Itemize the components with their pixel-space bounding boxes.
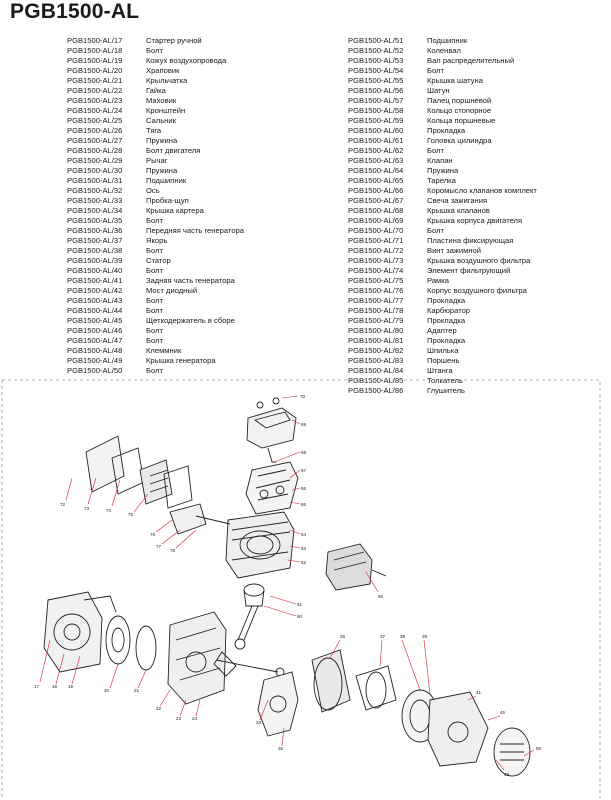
part-code: PGB1500-AL/24 <box>67 106 123 115</box>
part-name: Болт <box>146 306 163 315</box>
part-name: Адаптер <box>427 326 457 335</box>
part-name: Мост диодный <box>146 286 198 295</box>
part-code: PGB1500-AL/72 <box>348 246 404 255</box>
part-name: Прокладка <box>427 296 466 305</box>
part-name: Пружина <box>146 136 178 145</box>
part-code: PGB1500-AL/34 <box>67 206 123 215</box>
part-name: Пружина <box>427 166 459 175</box>
part-code: PGB1500-AL/70 <box>348 226 404 235</box>
part-name: Сальник <box>146 116 176 125</box>
callout-72: 72 <box>60 502 66 507</box>
part-code: PGB1500-AL/69 <box>348 216 404 225</box>
part-row <box>348 266 537 276</box>
part-row <box>67 246 244 256</box>
part-row <box>67 266 244 276</box>
part-name: Прокладка <box>427 316 466 325</box>
callout-24: 24 <box>192 716 198 721</box>
part-row <box>67 196 244 206</box>
part-code: PGB1500-AL/36 <box>67 226 123 235</box>
part-code: PGB1500-AL/32 <box>67 186 123 195</box>
part-code: PGB1500-AL/48 <box>67 346 123 355</box>
part-row <box>348 166 537 176</box>
part-name: Болт <box>146 246 163 255</box>
part-row <box>348 196 537 206</box>
part-row <box>348 326 537 336</box>
part-name: Подшипник <box>427 36 468 45</box>
part-name: Винт зажимной <box>427 246 481 255</box>
part-row <box>348 126 537 136</box>
parts-list-left <box>67 36 244 376</box>
part-name: Элемент фильтрующий <box>427 266 511 275</box>
part-name: Болт <box>146 46 163 55</box>
part-name: Болт <box>146 366 163 375</box>
part-row <box>348 116 537 126</box>
part-code: PGB1500-AL/81 <box>348 336 404 345</box>
part-code: PGB1500-AL/71 <box>348 236 404 245</box>
part-row <box>348 236 537 246</box>
part-name: Свеча зажигания <box>427 196 488 205</box>
part-row <box>67 326 244 336</box>
part-code: PGB1500-AL/77 <box>348 296 404 305</box>
callout-22: 22 <box>156 706 162 711</box>
callout-66: 66 <box>301 486 307 491</box>
part-code: PGB1500-AL/21 <box>67 76 123 85</box>
part-name: Болт <box>146 336 163 345</box>
part-code: PGB1500-AL/39 <box>67 256 123 265</box>
part-row <box>67 46 244 56</box>
part-code: PGB1500-AL/80 <box>348 326 404 335</box>
part-code: PGB1500-AL/20 <box>67 66 123 75</box>
part-name: Крышка генератора <box>146 356 216 365</box>
part-row <box>67 86 244 96</box>
callout-67: 67 <box>301 468 307 473</box>
part-code: PGB1500-AL/55 <box>348 76 404 85</box>
carburetor-drawing <box>170 504 230 534</box>
part-name: Вал распределительный <box>427 56 515 65</box>
part-code: PGB1500-AL/40 <box>67 266 123 275</box>
part-code: PGB1500-AL/49 <box>67 356 123 365</box>
part-name: Поршень <box>427 356 460 365</box>
part-name: Пружина <box>146 166 178 175</box>
part-code: PGB1500-AL/56 <box>348 86 404 95</box>
part-row <box>67 106 244 116</box>
cylinder-block-drawing <box>226 512 294 578</box>
part-name: Маховик <box>146 96 177 105</box>
part-row <box>348 186 537 196</box>
part-row <box>67 336 244 346</box>
part-code: PGB1500-AL/17 <box>67 36 123 45</box>
part-code: PGB1500-AL/54 <box>348 66 404 75</box>
part-row <box>67 366 244 376</box>
part-code: PGB1500-AL/85 <box>348 376 404 385</box>
part-name: Кольца поршневые <box>427 116 496 125</box>
part-name: Кольцо стопорное <box>427 106 492 115</box>
part-row <box>67 126 244 136</box>
part-row <box>67 56 244 66</box>
callout-49: 49 <box>504 772 510 777</box>
callout-45: 45 <box>500 710 506 715</box>
crankcase-drawing <box>168 612 226 704</box>
part-name: Головка цилиндра <box>427 136 492 145</box>
part-name: Болт <box>427 226 444 235</box>
part-code: PGB1500-AL/57 <box>348 96 404 105</box>
part-code: PGB1500-AL/41 <box>67 276 123 285</box>
part-name: Палец поршневой <box>427 96 492 105</box>
part-name: Подшипник <box>146 176 187 185</box>
part-name: Рычаг <box>146 156 168 165</box>
part-row <box>348 246 537 256</box>
part-row <box>348 336 537 346</box>
parts-list-right <box>348 36 537 396</box>
part-code: PGB1500-AL/62 <box>348 146 404 155</box>
callout-61: 61 <box>297 602 303 607</box>
part-row <box>348 216 537 226</box>
part-row <box>67 296 244 306</box>
part-name: Толкатель <box>427 376 463 385</box>
part-code: PGB1500-AL/84 <box>348 366 404 375</box>
cylinder-head-drawing <box>246 462 298 514</box>
part-row <box>348 156 537 166</box>
part-name: Щеткодержатель в сборе <box>146 316 235 325</box>
part-row <box>67 216 244 226</box>
callout-34: 34 <box>256 720 262 725</box>
part-row <box>67 256 244 266</box>
part-row <box>348 256 537 266</box>
part-name: Болт <box>146 216 163 225</box>
part-code: PGB1500-AL/23 <box>67 96 123 105</box>
part-row <box>67 96 244 106</box>
part-name: Крыльчатка <box>146 76 188 85</box>
part-code: PGB1500-AL/43 <box>67 296 123 305</box>
part-row <box>67 186 244 196</box>
part-row <box>348 226 537 236</box>
part-code: PGB1500-AL/33 <box>67 196 123 205</box>
page-title: PGB1500-AL <box>10 0 140 23</box>
callout-41: 41 <box>476 690 482 695</box>
part-name: Коромысло клапанов комплект <box>427 186 537 195</box>
part-row <box>348 366 537 376</box>
part-row <box>67 36 244 46</box>
part-code: PGB1500-AL/30 <box>67 166 123 175</box>
callout-69: 69 <box>301 422 307 427</box>
part-row <box>67 346 244 356</box>
part-name: Стартер ручной <box>146 36 202 45</box>
part-row <box>67 206 244 216</box>
part-row <box>348 146 537 156</box>
part-row <box>348 106 537 116</box>
part-code: PGB1500-AL/83 <box>348 356 404 365</box>
part-row <box>348 176 537 186</box>
part-name: Гайка <box>146 86 166 95</box>
part-name: Болт <box>427 146 444 155</box>
part-name: Передняя часть генератора <box>146 226 245 235</box>
callout-73: 73 <box>84 506 90 511</box>
part-code: PGB1500-AL/18 <box>67 46 123 55</box>
part-code: PGB1500-AL/68 <box>348 206 404 215</box>
part-name: Храповик <box>146 66 180 75</box>
part-code: PGB1500-AL/66 <box>348 186 404 195</box>
part-row <box>348 46 537 56</box>
part-row <box>348 316 537 326</box>
part-row <box>348 136 537 146</box>
piston-drawing <box>235 584 264 649</box>
part-code: PGB1500-AL/59 <box>348 116 404 125</box>
part-code: PGB1500-AL/73 <box>348 256 404 265</box>
part-row <box>348 346 537 356</box>
callout-50: 50 <box>536 746 542 751</box>
part-code: PGB1500-AL/76 <box>348 286 404 295</box>
part-name: Болт <box>146 296 163 305</box>
part-row <box>67 116 244 126</box>
recoil-starter-drawing <box>44 592 116 672</box>
part-row <box>67 226 244 236</box>
part-row <box>348 56 537 66</box>
part-name: Кожух воздухопровода <box>146 56 227 65</box>
callout-77: 77 <box>156 544 162 549</box>
part-name: Крышка шатуна <box>427 76 483 85</box>
part-name: Глушитель <box>427 386 465 395</box>
part-row <box>348 306 537 316</box>
callout-70: 70 <box>300 394 306 399</box>
part-name: Тарелка <box>427 176 456 185</box>
part-code: PGB1500-AL/37 <box>67 236 123 245</box>
part-code: PGB1500-AL/47 <box>67 336 123 345</box>
callout-18: 18 <box>52 684 58 689</box>
callout-78: 78 <box>170 548 176 553</box>
rotor-drawing <box>356 666 396 710</box>
part-name: Клапан <box>427 156 453 165</box>
part-code: PGB1500-AL/22 <box>67 86 123 95</box>
callout-60: 60 <box>297 614 303 619</box>
part-name: Коленвал <box>427 46 461 55</box>
part-name: Пластина фиксирующая <box>427 236 514 245</box>
part-code: PGB1500-AL/78 <box>348 306 404 315</box>
part-name: Штанга <box>427 366 453 375</box>
callout-86: 86 <box>378 594 384 599</box>
part-name: Крышка клапанов <box>427 206 490 215</box>
part-name: Задняя часть генератора <box>146 276 235 285</box>
part-code: PGB1500-AL/53 <box>348 56 404 65</box>
part-name: Прокладка <box>427 126 466 135</box>
part-row <box>348 296 537 306</box>
part-code: PGB1500-AL/50 <box>67 366 123 375</box>
callout-75: 75 <box>128 512 134 517</box>
part-code: PGB1500-AL/63 <box>348 156 404 165</box>
part-code: PGB1500-AL/38 <box>67 246 123 255</box>
part-code: PGB1500-AL/51 <box>348 36 404 45</box>
part-name: Крышка корпуса двигателя <box>427 216 523 225</box>
callout-21: 21 <box>134 688 140 693</box>
part-row <box>348 96 537 106</box>
part-name: Крышка картера <box>146 206 204 215</box>
part-name: Рамка <box>427 276 449 285</box>
part-code: PGB1500-AL/82 <box>348 346 404 355</box>
part-code: PGB1500-AL/35 <box>67 216 123 225</box>
part-code: PGB1500-AL/60 <box>348 126 404 135</box>
part-code: PGB1500-AL/79 <box>348 316 404 325</box>
part-code: PGB1500-AL/44 <box>67 306 123 315</box>
part-row <box>348 86 537 96</box>
part-row <box>67 76 244 86</box>
generator-rear-drawing <box>428 692 488 766</box>
part-code: PGB1500-AL/67 <box>348 196 404 205</box>
part-code: PGB1500-AL/26 <box>67 126 123 135</box>
part-row <box>67 166 244 176</box>
part-row <box>67 66 244 76</box>
part-row <box>67 306 244 316</box>
part-name: Клеммник <box>146 346 182 355</box>
part-row <box>348 66 537 76</box>
part-name: Карбюратор <box>427 306 471 315</box>
callout-23: 23 <box>176 716 182 721</box>
callout-17: 17 <box>34 684 40 689</box>
part-code: PGB1500-AL/19 <box>67 56 123 65</box>
part-code: PGB1500-AL/58 <box>348 106 404 115</box>
part-row <box>67 276 244 286</box>
part-row <box>348 356 537 366</box>
part-row <box>67 236 244 246</box>
callout-74: 74 <box>106 508 112 513</box>
part-code: PGB1500-AL/29 <box>67 156 123 165</box>
part-name: Кронштейн <box>146 106 186 115</box>
part-code: PGB1500-AL/74 <box>348 266 404 275</box>
callout-76: 76 <box>150 532 156 537</box>
part-row <box>67 156 244 166</box>
part-code: PGB1500-AL/25 <box>67 116 123 125</box>
part-row <box>67 136 244 146</box>
part-code: PGB1500-AL/45 <box>67 316 123 325</box>
callout-35: 35 <box>278 746 284 751</box>
part-name: Болт <box>146 266 163 275</box>
callout-20: 20 <box>104 688 110 693</box>
part-row <box>348 76 537 86</box>
part-code: PGB1500-AL/42 <box>67 286 123 295</box>
callout-64: 64 <box>301 532 307 537</box>
part-name: Болт <box>427 66 444 75</box>
callout-37: 37 <box>380 634 386 639</box>
part-name: Болт <box>146 326 163 335</box>
part-code: PGB1500-AL/27 <box>67 136 123 145</box>
part-row <box>348 206 537 216</box>
part-code: PGB1500-AL/64 <box>348 166 404 175</box>
callout-62: 62 <box>301 560 307 565</box>
part-name: Прокладка <box>427 336 466 345</box>
part-code: PGB1500-AL/61 <box>348 136 404 145</box>
part-name: Тяга <box>146 126 162 135</box>
generator-front-drawing <box>312 650 350 712</box>
callout-19: 19 <box>68 684 74 689</box>
end-cover-drawing <box>494 728 530 776</box>
part-code: PGB1500-AL/86 <box>348 386 404 395</box>
part-row <box>67 286 244 296</box>
exploded-view-diagram <box>0 378 611 800</box>
part-code: PGB1500-AL/65 <box>348 176 404 185</box>
part-code: PGB1500-AL/46 <box>67 326 123 335</box>
air-filter-drawing <box>86 436 192 508</box>
callout-39: 39 <box>422 634 428 639</box>
callout-65: 65 <box>301 502 307 507</box>
part-row <box>67 316 244 326</box>
part-row <box>348 276 537 286</box>
part-row <box>348 36 537 46</box>
part-name: Статор <box>146 256 171 265</box>
part-name: Якорь <box>146 236 168 245</box>
muffler-drawing <box>326 544 386 590</box>
part-row <box>67 356 244 366</box>
valve-cover-drawing <box>247 398 296 462</box>
part-name: Ось <box>146 186 160 195</box>
part-name: Пробка-щуп <box>146 196 189 205</box>
part-row <box>67 176 244 186</box>
callout-38: 38 <box>400 634 406 639</box>
part-code: PGB1500-AL/31 <box>67 176 123 185</box>
crankcase-cover-drawing <box>258 672 298 736</box>
part-name: Крышка воздушного фильтра <box>427 256 531 265</box>
part-row <box>67 146 244 156</box>
part-code: PGB1500-AL/28 <box>67 146 123 155</box>
part-code: PGB1500-AL/75 <box>348 276 404 285</box>
flywheel-drawing <box>106 616 156 670</box>
part-code: PGB1500-AL/52 <box>348 46 404 55</box>
callout-63: 63 <box>301 546 307 551</box>
part-name: Болт двигателя <box>146 146 201 155</box>
part-name: Шатун <box>427 86 450 95</box>
part-name: Шпилька <box>427 346 459 355</box>
callout-36: 36 <box>340 634 346 639</box>
part-row <box>348 286 537 296</box>
part-name: Корпус воздушного фильтра <box>427 286 527 295</box>
callout-68: 68 <box>301 450 307 455</box>
